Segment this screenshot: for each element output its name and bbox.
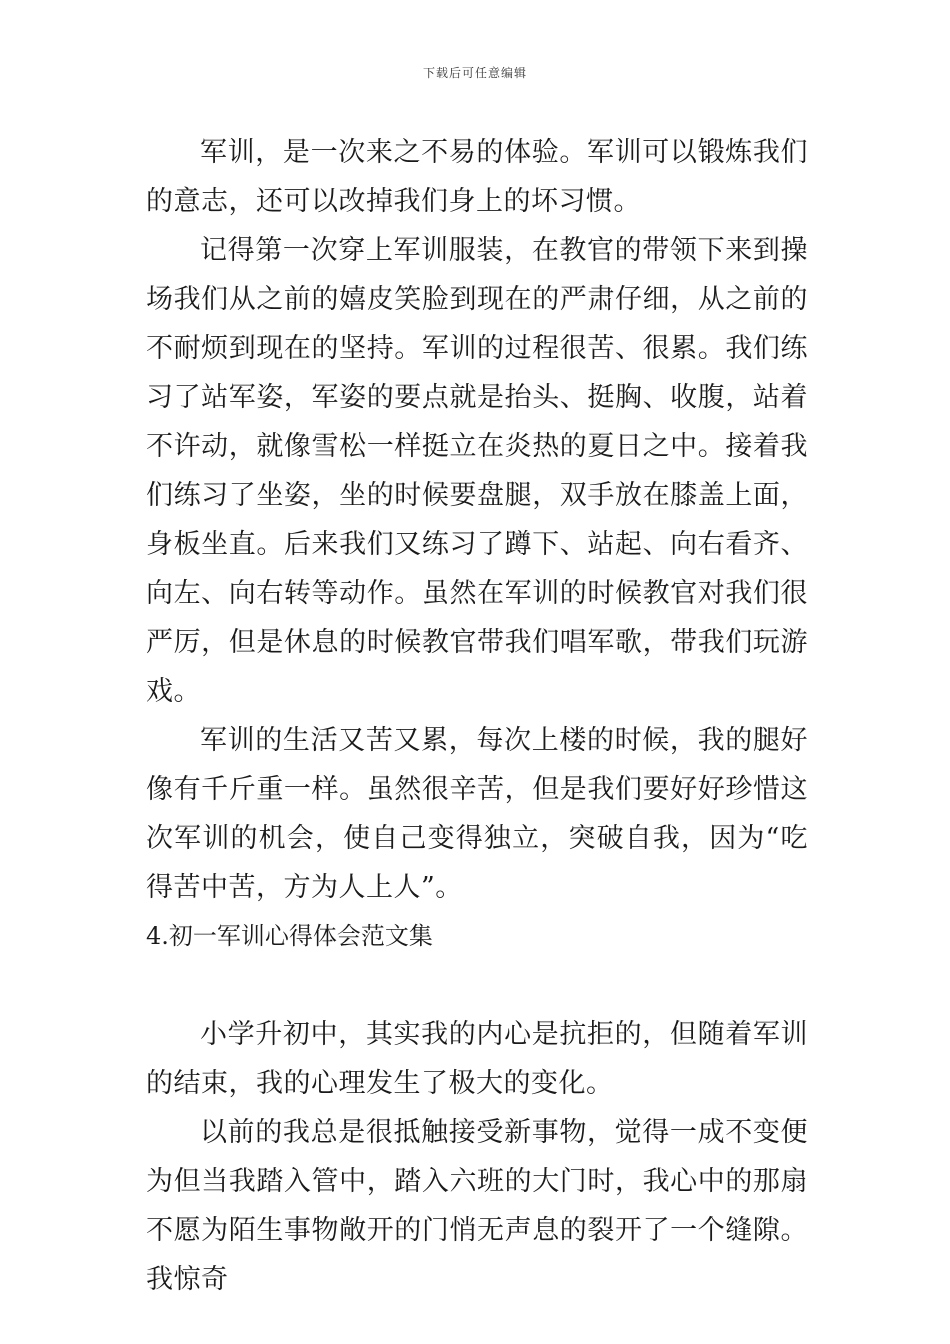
document-body — [146, 128, 808, 1304]
paragraph: 以前的我总是很抵触接受新事物，觉得一成不变便为但当我踏入管中，踏入六班的大门时，我心中的那扇不愿为陌生事物敞开的门悄无声息的裂开了一个缝隙。我惊奇 — [146, 1117, 808, 1295]
paragraph: 小学升初中，其实我的内心是抗拒的，但随着军训的结束，我的心理发生了极大的变化。 — [146, 1019, 808, 1099]
section-heading: 4.初一军训心得体会范文集 — [146, 922, 433, 950]
paragraph: 记得第一次穿上军训服装，在教官的带领下来到操场我们从之前的嬉皮笑脸到现在的严肃仔细，从之前的不耐烦到现在的坚持。军训的过程很苦、很累。我们练习了站军姿，军姿的要点就是抬头、挺胸、收腹，站着不许动，就像雪松一样挺立在炎热的夏日之中。接着我们练习了坐姿，坐的时候要盘腿，双手放在膝盖上面，身板坐直。后来我们又练习了蹲下、站起、向右看齐、向左、向右转等动作。虽然在军训的时候教官对我们很严厉，但是休息的时候教官带我们唱军歌，带我们玩游戏。 — [146, 235, 808, 707]
blank-line — [146, 961, 808, 1010]
paragraph: 军训，是一次来之不易的体验。军训可以锻炼我们的意志，还可以改掉我们身上的坏习惯。 — [146, 137, 808, 217]
paragraph: 军训的生活又苦又累，每次上楼的时候，我的腿好像有千斤重一样。虽然很辛苦，但是我们要好好珍惜这次军训的机会，使自己变得独立，突破自我，因为“吃得苦中苦，方为人上人”。 — [146, 725, 808, 903]
header-note: 下载后可任意编辑 — [422, 66, 527, 80]
